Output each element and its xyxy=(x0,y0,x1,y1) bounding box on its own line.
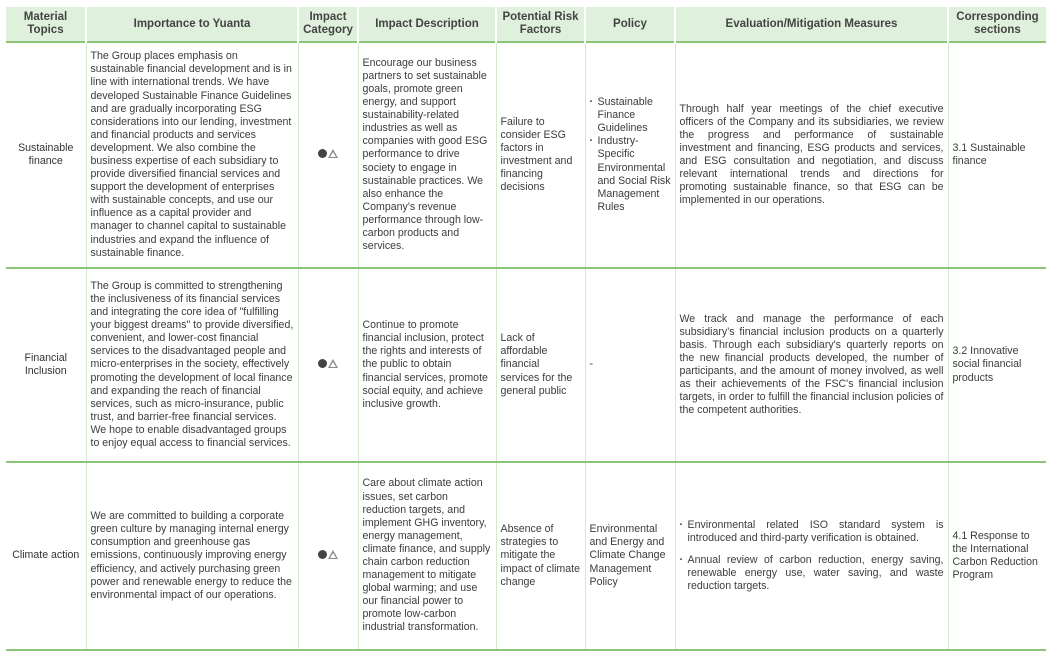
table-row xyxy=(6,268,1046,462)
impact-description: Continue to promote financial inclusion, protect the rights and interests of the public to obtain financial services, promote social equity, and achieve inclusive growth. xyxy=(358,268,496,462)
hollow-triangle-icon xyxy=(328,550,338,559)
evaluation-item: · Annual review of carbon reduction, energy saving, renewable energy use, water saving, and waste reduction targets. xyxy=(680,554,944,593)
importance-text: The Group places emphasis on sustainable financial development and is in line with international trends. We have developed Sustainable Finance Guidelines and are gradually incorporating ESG considerations into our lending, investment and financial products and services development. We also combine the business expertise of each subsidiary to provide diversified financial services and support the development of enterprises with sustainable concepts, and use our influence as a capital provider and manager to channel capital to sustainable industries and expand the influence of sustainable finance. xyxy=(86,42,298,268)
header-material-topics: Material Topics xyxy=(6,7,86,42)
material-topics-table xyxy=(6,7,1046,651)
header-sections: Corresponding sections xyxy=(948,7,1046,42)
risk-factors: Absence of strategies to mitigate the impact of climate change xyxy=(496,462,585,650)
evaluation-measures: Through half year meetings of the chief executive officers of the Company and its subsidiaries, we review the progress and performance of sustainable investment and financing, ESG products and services, and ESG consultation and negotiation, and discuss relevant international trends and directions for promoting sustainable finance, so that ESG can be implemented in our operations. xyxy=(675,42,948,268)
evaluation-item: · Environmental related ISO standard system is introduced and third-party verification is obtained. xyxy=(680,519,944,545)
importance-text: We are committed to building a corporate green culture by managing internal energy consumption and greenhouse gas emissions, continuously improving energy efficiency, and actively purchasing green power and renewable energy to reduce the environmental impact of our operations. xyxy=(86,462,298,650)
header-importance: Importance to Yuanta xyxy=(86,7,298,42)
policy xyxy=(585,42,675,268)
corresponding-section: 3.2 Innovative social financial products xyxy=(948,268,1046,462)
corresponding-section: 3.1 Sustainable finance xyxy=(948,42,1046,268)
risk-factors: Lack of affordable financial services for the general public xyxy=(496,268,585,462)
table-row xyxy=(6,462,1046,650)
impact-description: Care about climate action issues, set carbon reduction targets, and implement GHG inventory, energy management, climate finance, and supply chain carbon reduction management to mitigate global warming; and use our financial power to promote low-carbon industrial transformation. xyxy=(358,462,496,650)
header-row xyxy=(6,7,1046,42)
importance-text: The Group is committed to strengthening the inclusiveness of its financial services and integrating the core idea of "fulfilling your biggest dreams" to provide diversified, convenient, and lower-cost financial services to the disadvantaged people and micro-enterprises in the society, effectively promoting the development of local finance and expanding the reach of financial services, such as micro-insurance, public trust, and barrier-free financial services. We hope to enable disadvantaged groups to enjoy equal access to financial services. xyxy=(86,268,298,462)
material-topic: Climate action xyxy=(12,549,80,562)
impact-description: Encourage our business partners to set sustainable goals, promote green energy, and support sustainability-related industries as well as companies with good ESG performance to drive society to engage in sustainable practices. We also enhance the Company's revenue performance through low-carbon products and services. xyxy=(358,42,496,268)
filled-circle-icon xyxy=(318,359,327,368)
header-impact-category: Impact Category xyxy=(298,7,358,42)
material-topic: Sustainable finance xyxy=(18,141,74,167)
header-policy: Policy xyxy=(585,7,675,42)
table-row xyxy=(6,42,1046,268)
hollow-triangle-icon xyxy=(328,149,338,158)
filled-circle-icon xyxy=(318,550,327,559)
evaluation-measures: We track and manage the performance of each subsidiary's financial inclusion products on a quarterly basis. Through each subsidiary's quarterly reports on the new financial products developed, the number of participants, and the amount of money involved, as well as their achievements of the FSC's financial inclusion targets, in order to fulfill the financial inclusion policies of the competent authorities. xyxy=(675,268,948,462)
header-evaluation: Evaluation/Mitigation Measures xyxy=(675,7,948,42)
policy-item: · Sustainable Finance Guidelines xyxy=(590,96,671,135)
corresponding-section: 4.1 Response to the International Carbon Reduction Program xyxy=(948,462,1046,650)
impact-category xyxy=(298,268,358,462)
policy-item: · Industry-Specific Environmental and Social Risk Management Rules xyxy=(590,135,671,214)
policy: Environmental and Energy and Climate Change Management Policy xyxy=(585,462,675,650)
filled-circle-icon xyxy=(318,149,327,158)
material-topic: Financial Inclusion xyxy=(24,351,67,377)
impact-category xyxy=(298,462,358,650)
hollow-triangle-icon xyxy=(328,359,338,368)
header-risk-factors: Potential Risk Factors xyxy=(496,7,585,42)
evaluation-measures xyxy=(675,462,948,650)
impact-category xyxy=(298,42,358,268)
policy: - xyxy=(585,268,675,462)
header-impact-description: Impact Description xyxy=(358,7,496,42)
risk-factors: Failure to consider ESG factors in investment and financing decisions xyxy=(496,42,585,268)
